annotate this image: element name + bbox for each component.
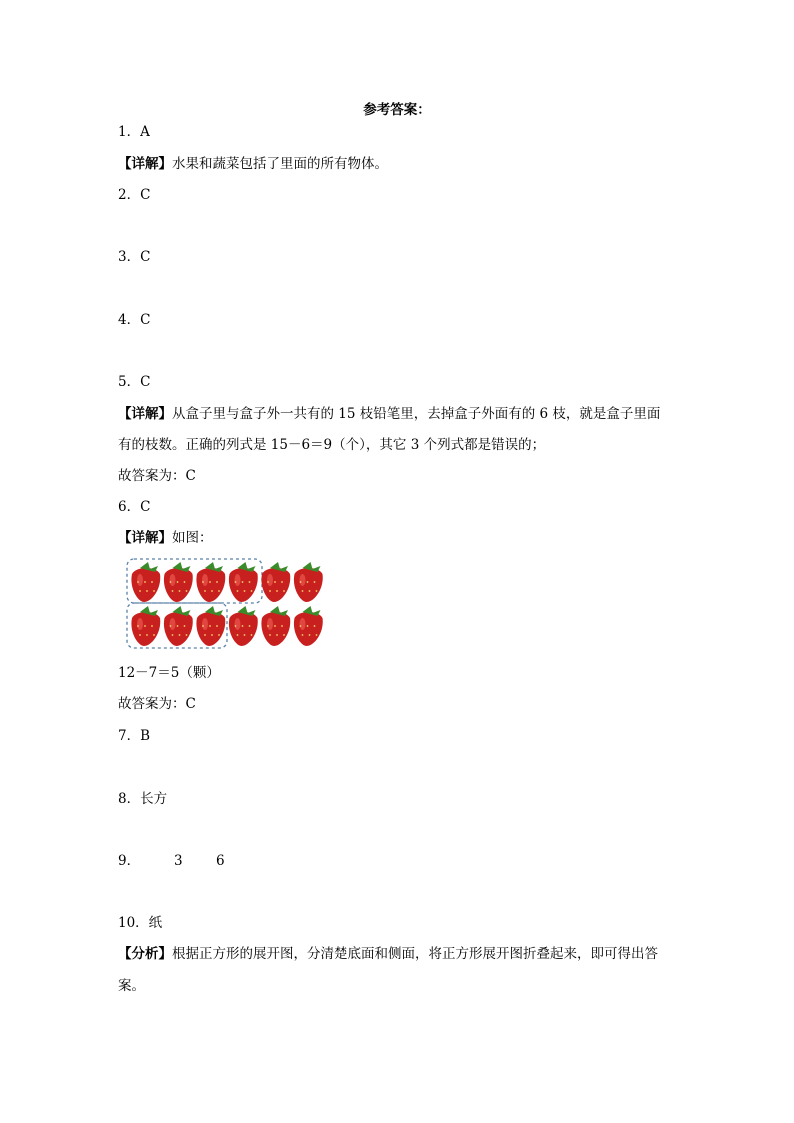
final-answer-6: 故答案为：C bbox=[118, 696, 196, 712]
detail-text: 根据正方形的展开图，分清楚底面和侧面，将正方形展开图折叠起来，即可得出答 bbox=[172, 946, 658, 962]
answer-5: 5．C bbox=[118, 374, 151, 390]
detail-1 bbox=[118, 154, 388, 174]
answer-9-blank-a: 3 bbox=[174, 853, 183, 869]
answer-4: 4．C bbox=[118, 312, 151, 328]
strawberry bbox=[294, 606, 323, 646]
strawberry bbox=[229, 562, 258, 602]
answer-6: 6．C bbox=[118, 499, 151, 515]
strawberry bbox=[294, 562, 323, 602]
strawberry-figure bbox=[124, 556, 334, 652]
strawberry bbox=[229, 606, 258, 646]
detail-10-line-1 bbox=[118, 944, 658, 964]
answer-3: 3．C bbox=[118, 249, 151, 265]
answer-10: 10．纸 bbox=[118, 915, 163, 931]
detail-text: 水果和蔬菜包括了里面的所有物体。 bbox=[172, 156, 388, 172]
formula-6: 12－7＝5（颗） bbox=[118, 665, 220, 681]
detail-5-line-1 bbox=[118, 404, 660, 424]
detail-6 bbox=[118, 528, 213, 548]
final-answer-5: 故答案为：C bbox=[118, 468, 196, 484]
detail-tag: 【详解】 bbox=[118, 530, 172, 546]
answer-8: 8．长方 bbox=[118, 791, 168, 807]
detail-5-line-2: 有的枝数。正确的列式是 15－6＝9（个），其它 3 个列式都是错误的； bbox=[118, 437, 546, 453]
detail-tag: 【详解】 bbox=[118, 406, 172, 422]
strawberry bbox=[131, 606, 160, 646]
answer-1: 1．A bbox=[118, 124, 150, 140]
strawberry bbox=[131, 562, 160, 602]
strawberry bbox=[196, 562, 225, 602]
page-title: 参考答案： bbox=[363, 102, 431, 118]
strawberry bbox=[261, 606, 290, 646]
strawberry bbox=[196, 606, 225, 646]
strawberry bbox=[164, 606, 193, 646]
answer-2: 2．C bbox=[118, 187, 151, 203]
answer-9-blank-b: 6 bbox=[216, 853, 225, 869]
detail-tag: 【详解】 bbox=[118, 156, 172, 172]
detail-text: 从盒子里与盒子外一共有的 15 枝铅笔里，去掉盒子外面有的 6 枝，就是盒子里面 bbox=[172, 406, 661, 422]
answer-7: 7．B bbox=[118, 728, 151, 744]
detail-text: 如图： bbox=[172, 530, 213, 546]
answer-9 bbox=[118, 851, 225, 871]
detail-10-line-2: 案。 bbox=[118, 978, 145, 994]
strawberry bbox=[261, 562, 290, 602]
strawberry bbox=[164, 562, 193, 602]
answer-9-number: 9． bbox=[118, 853, 141, 869]
detail-tag: 【分析】 bbox=[118, 946, 172, 962]
